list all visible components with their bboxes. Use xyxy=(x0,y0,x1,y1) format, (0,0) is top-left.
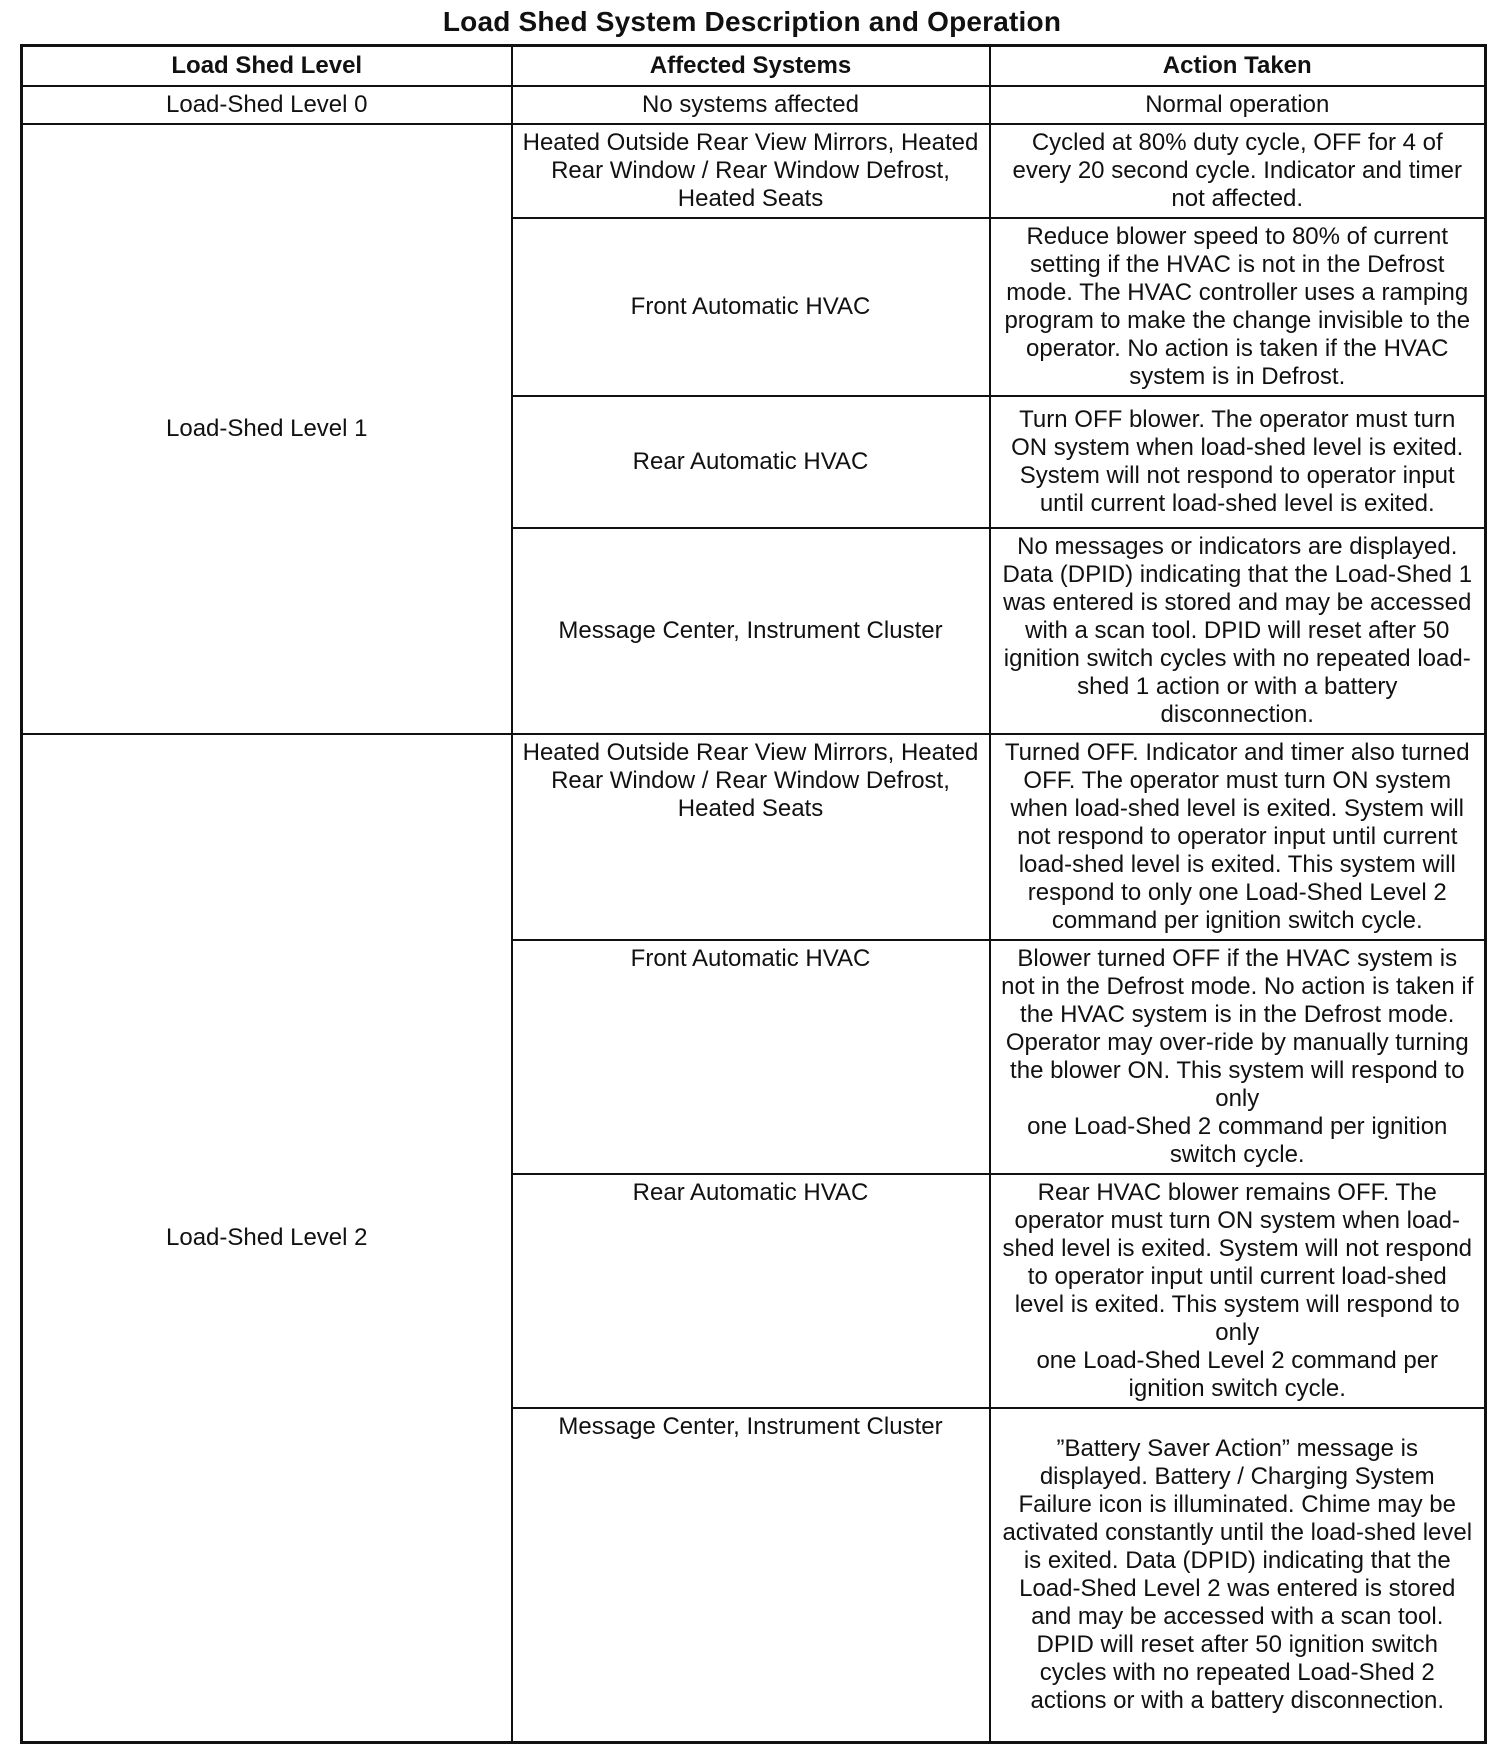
action-cell: Cycled at 80% duty cycle, OFF for 4 of every 20 second cycle. Indicator and timer not affected. xyxy=(990,124,1486,218)
level-cell: Load-Shed Level 0 xyxy=(22,86,512,124)
action-cell: ”Battery Saver Action” message is displayed. Battery / Charging System Failure icon is illuminated. Chime may be activated constantly until the load-shed level is exited. Data (DPID) indicating that the Load-Shed Level 2 was entered is stored and may be accessed with a scan tool. DPID will reset after 50 ignition switch cycles with no repeated Load-Shed 2 actions or with a battery disconnection. xyxy=(990,1408,1486,1743)
page-title: Load Shed System Description and Operation xyxy=(442,6,1062,37)
column-header-action-taken: Action Taken xyxy=(990,46,1486,87)
action-cell: Turn OFF blower. The operator must turn ON system when load-shed level is exited. System will not respond to operator input until current load-shed level is exited. xyxy=(990,396,1486,528)
load-shed-table xyxy=(20,44,1487,1744)
table-row xyxy=(22,734,1486,940)
action-cell: Normal operation xyxy=(990,86,1486,124)
systems-cell: Rear Automatic HVAC xyxy=(512,1174,990,1408)
systems-cell: Message Center, Instrument Cluster xyxy=(512,1408,990,1743)
action-cell: Turned OFF. Indicator and timer also turned OFF. The operator must turn ON system when load-shed level is exited. System will not respond to operator input until current load-shed level is exited. This system will respond to only one Load-Shed Level 2 command per ignition switch cycle. xyxy=(990,734,1486,940)
systems-cell: Heated Outside Rear View Mirrors, Heated Rear Window / Rear Window Defrost, Heated Seats xyxy=(512,124,990,218)
systems-cell: Front Automatic HVAC xyxy=(512,218,990,396)
systems-cell: Front Automatic HVAC xyxy=(512,940,990,1174)
action-cell: Reduce blower speed to 80% of current setting if the HVAC is not in the Defrost mode. The HVAC controller uses a ramping program to make the change invisible to the operator. No action is taken if the HVAC system is in Defrost. xyxy=(990,218,1486,396)
level-cell: Load-Shed Level 2 xyxy=(22,734,512,1743)
table-row xyxy=(22,124,1486,218)
level-cell: Load-Shed Level 1 xyxy=(22,124,512,734)
systems-cell: Rear Automatic HVAC xyxy=(512,396,990,528)
systems-cell: Heated Outside Rear View Mirrors, Heated Rear Window / Rear Window Defrost, Heated Seats xyxy=(512,734,990,940)
column-header-load-shed-level: Load Shed Level xyxy=(22,46,512,87)
systems-cell: No systems affected xyxy=(512,86,990,124)
systems-cell: Message Center, Instrument Cluster xyxy=(512,528,990,734)
column-header-affected-systems: Affected Systems xyxy=(512,46,990,87)
action-cell: No messages or indicators are displayed. Data (DPID) indicating that the Load-Shed 1 was entered is stored and may be accessed with a scan tool. DPID will reset after 50 ignition switch cycles with no repeated load-shed 1 action or with a battery disconnection. xyxy=(990,528,1486,734)
table-row xyxy=(22,86,1486,124)
action-cell: Blower turned OFF if the HVAC system is not in the Defrost mode. No action is taken if the HVAC system is in the Defrost mode. Operator may over-ride by manually turning the blower ON. This system will respond to only one Load-Shed 2 command per ignition switch cycle. xyxy=(990,940,1486,1174)
action-cell: Rear HVAC blower remains OFF. The operator must turn ON system when load-shed level is exited. System will not respond to operator input until current load-shed level is exited. This system will respond to only one Load-Shed Level 2 command per ignition switch cycle. xyxy=(990,1174,1486,1408)
header-row xyxy=(22,46,1486,87)
